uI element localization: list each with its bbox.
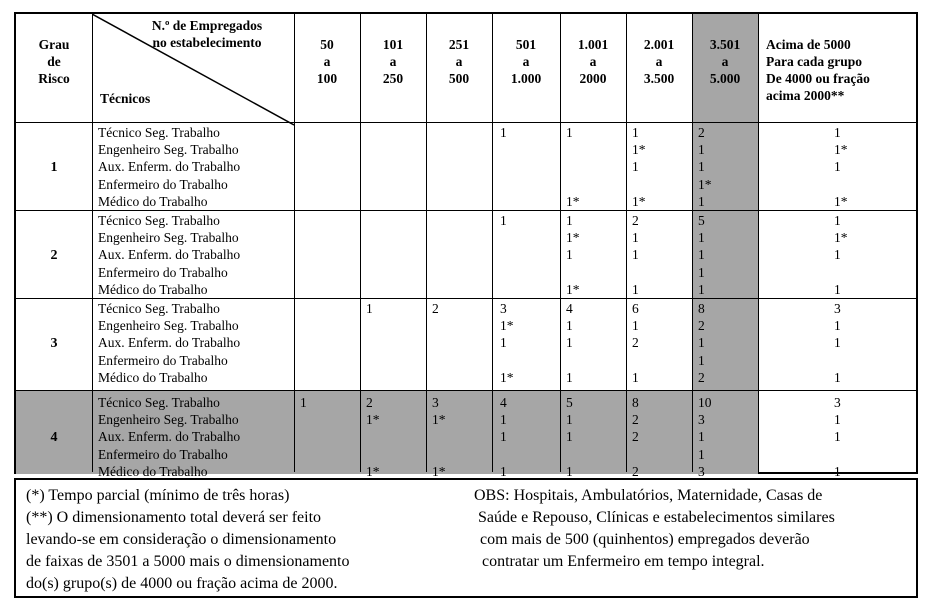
profession-label: Engenheiro Seg. Trabalho xyxy=(98,412,239,428)
header-tecnicos: Técnicos xyxy=(100,91,151,106)
profession-label: Médico do Trabalho xyxy=(98,281,208,297)
table-cell-value: 1 xyxy=(566,247,573,263)
profession-label: Enfermeiro do Trabalho xyxy=(98,352,228,368)
table-cell-value: 1 xyxy=(834,318,841,334)
grid-vline xyxy=(758,14,759,472)
header-faixa-acima-5000: Acima de 5000 Para cada grupo De 4000 ou fração acima 2000** xyxy=(766,37,870,103)
table-cell-value: 1 xyxy=(500,335,507,351)
table-cell-value: 1 xyxy=(566,125,573,140)
grid-hline xyxy=(16,390,916,391)
table-cell-value: 1 xyxy=(834,429,841,445)
grau-de-risco-value: 2 xyxy=(50,248,58,263)
table-cell-value: 1 xyxy=(566,213,573,228)
table-cell-value: 1 xyxy=(698,193,705,209)
table-cell-value: 1 xyxy=(698,159,705,175)
table-cell-value: 1* xyxy=(432,412,446,428)
table-cell-value: 3 xyxy=(834,301,841,316)
table-cell-value: 3 xyxy=(432,395,439,410)
table-cell-value: 1* xyxy=(834,230,848,246)
grau-de-risco-value: 1 xyxy=(50,160,58,175)
table-cell-value: 2 xyxy=(432,301,439,316)
table-cell-value: 2 xyxy=(698,125,705,140)
table-cell-value: 1 xyxy=(500,412,507,428)
table-cell-value: 1* xyxy=(366,463,380,479)
profession-label: Médico do Trabalho xyxy=(98,193,208,209)
footnote-double-asterisk-line: do(s) grupo(s) de 4000 ou fração acima de 2000. xyxy=(26,575,338,592)
header-faixa: 50 a 100 xyxy=(316,37,338,86)
table-cell-value: 1 xyxy=(834,213,841,228)
header-grau-de-risco: Grau de Risco xyxy=(38,37,70,86)
table-cell-value: 1 xyxy=(500,463,507,479)
table-cell-value: 1 xyxy=(834,247,841,263)
table-cell-value: 1 xyxy=(566,412,573,428)
grid-hline xyxy=(16,210,916,211)
header-faixa: 251 a 500 xyxy=(448,37,470,86)
table-cell-value: 3 xyxy=(500,301,507,316)
table-cell-value: 1 xyxy=(834,125,841,140)
table-cell-value: 2 xyxy=(698,369,705,385)
table-cell-value: 1 xyxy=(500,213,507,228)
table-cell-value: 5 xyxy=(698,213,705,228)
table-cell-value: 1 xyxy=(698,352,705,368)
profession-label: Engenheiro Seg. Trabalho xyxy=(98,142,239,158)
table-cell-value: 1 xyxy=(500,429,507,445)
table-cell-value: 1* xyxy=(834,193,848,209)
table-cell-value: 1 xyxy=(566,318,573,334)
header-faixa: 3.501 a 5.000 xyxy=(709,37,741,86)
obs-line: contratar um Enfermeiro em tempo integral. xyxy=(482,553,765,570)
table-cell-value: 1 xyxy=(834,412,841,428)
table-cell-value: 1 xyxy=(300,395,307,410)
profession-label: Engenheiro Seg. Trabalho xyxy=(98,318,239,334)
table-cell-value: 1 xyxy=(698,335,705,351)
table-cell-value: 1 xyxy=(632,125,639,140)
table-cell-value: 10 xyxy=(698,395,712,410)
profession-label: Enfermeiro do Trabalho xyxy=(98,176,228,192)
grid-hline xyxy=(16,298,916,299)
profession-label: Aux. Enferm. do Trabalho xyxy=(98,159,241,175)
table-cell-value: 2 xyxy=(632,213,639,228)
header-faixa: 2.001 a 3.500 xyxy=(643,37,675,86)
sesmt-table xyxy=(14,12,918,479)
table-cell-value: 1 xyxy=(566,335,573,351)
header-faixa: 1.001 a 2000 xyxy=(577,37,609,86)
footnotes-box xyxy=(14,478,918,598)
table-cell-value: 3 xyxy=(698,412,705,428)
table-cell-value: 1 xyxy=(566,463,573,479)
profession-label: Médico do Trabalho xyxy=(98,369,208,385)
obs-line: Saúde e Repouso, Clínicas e estabelecimentos similares xyxy=(478,509,835,526)
table-cell-value: 5 xyxy=(566,395,573,410)
table-cell-value: 2 xyxy=(632,335,639,351)
table-cell-value: 1 xyxy=(834,369,841,385)
table-cell-value: 1 xyxy=(698,446,705,462)
footnote-double-asterisk-line: de faixas de 3501 a 5000 mais o dimensionamento xyxy=(26,553,350,570)
table-cell-value: 1* xyxy=(632,193,646,209)
table-cell-value: 1 xyxy=(834,159,841,175)
profession-label: Técnico Seg. Trabalho xyxy=(98,395,220,410)
profession-label: Enfermeiro do Trabalho xyxy=(98,264,228,280)
table-cell-value: 1 xyxy=(632,318,639,334)
profession-label: Médico do Trabalho xyxy=(98,463,208,479)
table-cell-value: 1 xyxy=(566,429,573,445)
profession-label: Técnico Seg. Trabalho xyxy=(98,301,220,316)
table-cell-value: 1 xyxy=(698,247,705,263)
table-cell-value: 1 xyxy=(834,281,841,297)
table-cell-value: 2 xyxy=(632,429,639,445)
footnote-asterisk: (*) Tempo parcial (mínimo de três horas) xyxy=(26,487,290,504)
profession-label: Enfermeiro do Trabalho xyxy=(98,446,228,462)
table-cell-value: 8 xyxy=(698,301,705,316)
profession-label: Aux. Enferm. do Trabalho xyxy=(98,335,241,351)
table-cell-value: 1 xyxy=(566,369,573,385)
table-cell-value: 8 xyxy=(632,395,639,410)
profession-label: Técnico Seg. Trabalho xyxy=(98,213,220,228)
table-cell-value: 1 xyxy=(834,335,841,351)
table-cell-value: 1* xyxy=(366,412,380,428)
table-cell-value: 1* xyxy=(632,142,646,158)
table-cell-value: 1* xyxy=(432,463,446,479)
header-faixa: 101 a 250 xyxy=(382,37,404,86)
profession-label: Engenheiro Seg. Trabalho xyxy=(98,230,239,246)
table-cell-value: 2 xyxy=(698,318,705,334)
obs-line: com mais de 500 (quinhentos) empregados deverão xyxy=(480,531,810,548)
grau-de-risco-value: 4 xyxy=(50,430,58,445)
profession-label: Técnico Seg. Trabalho xyxy=(98,125,220,140)
table-cell-value: 3 xyxy=(834,395,841,410)
header-faixa: 501 a 1.000 xyxy=(510,37,542,86)
header-empregados: N.º de Empregados no estabelecimento xyxy=(151,18,263,50)
table-cell-value: 1 xyxy=(632,281,639,297)
table-cell-value: 1 xyxy=(698,264,705,280)
profession-label: Aux. Enferm. do Trabalho xyxy=(98,429,241,445)
table-cell-value: 1* xyxy=(698,176,712,192)
table-cell-value: 1 xyxy=(698,142,705,158)
table-cell-value: 1* xyxy=(566,281,580,297)
footnote-double-asterisk-line: levando-se em consideração o dimensionamento xyxy=(26,531,337,548)
table-cell-value: 1* xyxy=(566,193,580,209)
table-cell-value: 4 xyxy=(566,301,573,316)
table-cell-value: 1* xyxy=(834,142,848,158)
table-cell-value: 3 xyxy=(698,463,705,479)
profession-label: Aux. Enferm. do Trabalho xyxy=(98,247,241,263)
table-cell-value: 1* xyxy=(500,318,514,334)
table-cell-value: 4 xyxy=(500,395,507,410)
grau-de-risco-value: 3 xyxy=(50,336,58,351)
table-cell-value: 1* xyxy=(566,230,580,246)
footnote-double-asterisk: (**) O dimensionamento total deverá ser feito xyxy=(26,509,322,526)
table-cell-value: 2 xyxy=(632,463,639,479)
table-cell-value: 1 xyxy=(834,463,841,479)
table-cell-value: 1 xyxy=(632,369,639,385)
table-cell-value: 1 xyxy=(632,230,639,246)
table-cell-value: 6 xyxy=(632,301,639,316)
table-cell-value: 2 xyxy=(366,395,373,410)
table-cell-value: 1 xyxy=(366,301,373,316)
table-cell-value: 2 xyxy=(632,412,639,428)
table-cell-value: 1 xyxy=(632,159,639,175)
table-cell-value: 1 xyxy=(698,281,705,297)
table-cell-value: 1 xyxy=(698,429,705,445)
table-cell-value: 1 xyxy=(500,125,507,140)
obs-line: OBS: Hospitais, Ambulatórios, Maternidade, Casas de xyxy=(474,487,823,504)
table-cell-value: 1 xyxy=(698,230,705,246)
table-cell-value: 1 xyxy=(632,247,639,263)
table-cell-value: 1* xyxy=(500,369,514,385)
